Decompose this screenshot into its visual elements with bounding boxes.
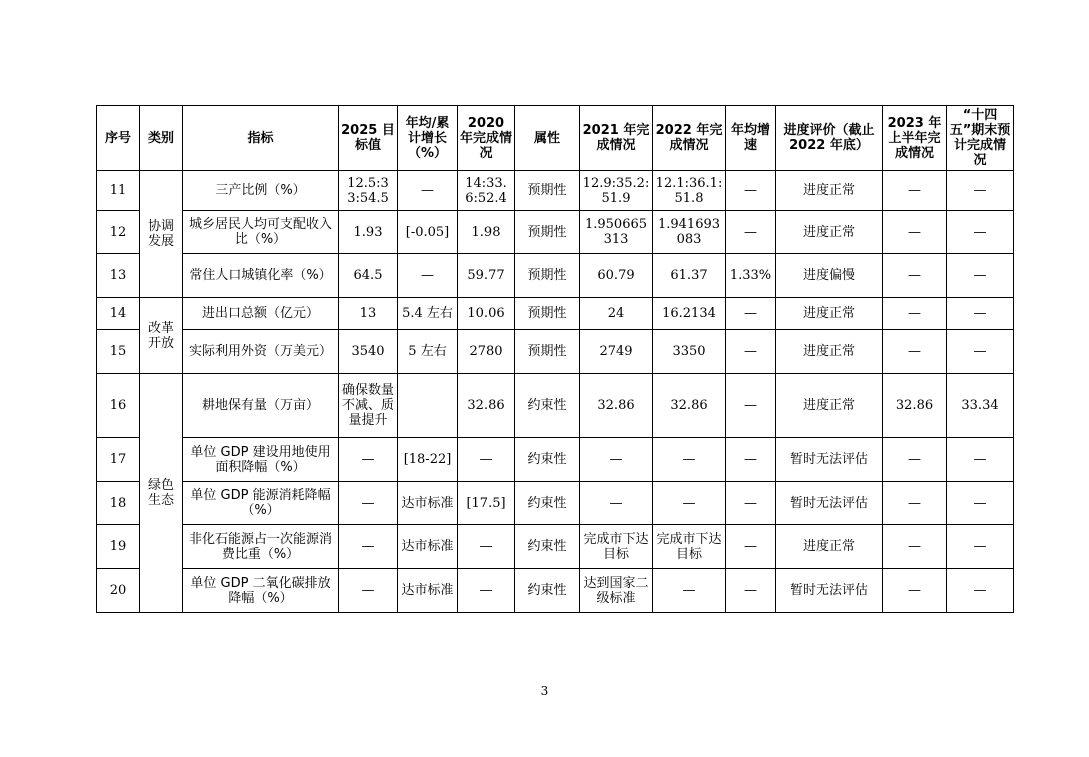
cell-target: — (339, 438, 398, 482)
cell-target: 3540 (339, 330, 398, 374)
cell-progress: 进度正常 (776, 211, 883, 254)
cell-indicator: 单位 GDP 建设用地使用面积降幅（%） (183, 438, 339, 482)
cell-progress: 进度正常 (776, 298, 883, 330)
table-row (97, 569, 1014, 613)
cell-plan14: — (947, 330, 1014, 374)
cell-2021: 32.86 (580, 374, 653, 438)
cell-target: 确保数量不减、质量提升 (339, 374, 398, 438)
cell-2020: 1.98 (458, 211, 515, 254)
header-target: 2025 目标值 (339, 106, 398, 171)
cell-2020: 59.77 (458, 254, 515, 298)
cell-attribute: 预期性 (515, 254, 580, 298)
cell-indicator: 进出口总额（亿元） (183, 298, 339, 330)
header-2023h1: 2023 年上半年完成情况 (883, 106, 947, 171)
cell-growth (398, 374, 458, 438)
cell-plan14: — (947, 211, 1014, 254)
cell-target: 13 (339, 298, 398, 330)
cell-progress: 进度正常 (776, 171, 883, 211)
cell-growth: 5 左右 (398, 330, 458, 374)
cell-2023h1: 32.86 (883, 374, 947, 438)
cell-annual-rate: — (726, 525, 776, 569)
cell-2023h1: — (883, 211, 947, 254)
header-2020: 2020 年完成情况 (458, 106, 515, 171)
cell-indicator: 单位 GDP 能源消耗降幅（%） (183, 482, 339, 525)
header-2022: 2022 年完成情况 (653, 106, 726, 171)
cell-2022: — (653, 569, 726, 613)
cell-annual-rate: — (726, 171, 776, 211)
cell-progress: 进度正常 (776, 525, 883, 569)
cell-2021: — (580, 482, 653, 525)
cell-seq: 13 (97, 254, 140, 298)
cell-2022: 12.1:36.1:51.8 (653, 171, 726, 211)
cell-target: — (339, 482, 398, 525)
cell-progress: 暂时无法评估 (776, 482, 883, 525)
cell-2023h1: — (883, 171, 947, 211)
cell-2022: 3350 (653, 330, 726, 374)
cell-2022: 32.86 (653, 374, 726, 438)
cell-growth: 5.4 左右 (398, 298, 458, 330)
cell-plan14: — (947, 298, 1014, 330)
cell-2020: 10.06 (458, 298, 515, 330)
cell-2021: 达到国家二级标准 (580, 569, 653, 613)
cell-target: — (339, 525, 398, 569)
table-row (97, 374, 1014, 438)
table-row (97, 298, 1014, 330)
cell-annual-rate: — (726, 298, 776, 330)
cell-seq: 15 (97, 330, 140, 374)
cell-indicator: 非化石能源占一次能源消费比重（%） (183, 525, 339, 569)
header-plan14: “十四五”期末预计完成情况 (947, 106, 1014, 171)
category-cell: 协调发展 (140, 171, 183, 298)
cell-2021: 2749 (580, 330, 653, 374)
cell-plan14: — (947, 254, 1014, 298)
cell-2022: 完成市下达目标 (653, 525, 726, 569)
header-category: 类别 (140, 106, 183, 171)
cell-2023h1: — (883, 438, 947, 482)
cell-seq: 12 (97, 211, 140, 254)
cell-seq: 14 (97, 298, 140, 330)
cell-2020: — (458, 525, 515, 569)
cell-indicator: 单位 GDP 二氧化碳排放降幅（%） (183, 569, 339, 613)
cell-attribute: 约束性 (515, 525, 580, 569)
cell-seq: 19 (97, 525, 140, 569)
cell-seq: 20 (97, 569, 140, 613)
cell-2021: — (580, 438, 653, 482)
cell-progress: 暂时无法评估 (776, 569, 883, 613)
cell-attribute: 约束性 (515, 438, 580, 482)
cell-progress: 暂时无法评估 (776, 438, 883, 482)
table-row (97, 482, 1014, 525)
cell-attribute: 约束性 (515, 374, 580, 438)
cell-indicator: 城乡居民人均可支配收入比（%） (183, 211, 339, 254)
table-row (97, 254, 1014, 298)
cell-growth: 达市标准 (398, 569, 458, 613)
cell-growth: — (398, 171, 458, 211)
category-cell: 绿色生态 (140, 374, 183, 613)
header-row (97, 106, 1014, 171)
header-annual-rate: 年均增速 (726, 106, 776, 171)
cell-annual-rate: — (726, 482, 776, 525)
header-indicator: 指标 (183, 106, 339, 171)
header-attribute: 属性 (515, 106, 580, 171)
cell-seq: 17 (97, 438, 140, 482)
cell-2020: 2780 (458, 330, 515, 374)
header-growth: 年均/累计增长（%） (398, 106, 458, 171)
cell-annual-rate: — (726, 438, 776, 482)
table-row (97, 330, 1014, 374)
cell-indicator: 实际利用外资（万美元） (183, 330, 339, 374)
cell-indicator: 三产比例（%） (183, 171, 339, 211)
cell-target: 1.93 (339, 211, 398, 254)
cell-indicator: 耕地保有量（万亩） (183, 374, 339, 438)
cell-annual-rate: — (726, 330, 776, 374)
cell-2022: — (653, 438, 726, 482)
cell-indicator: 常住人口城镇化率（%） (183, 254, 339, 298)
cell-annual-rate: 1.33% (726, 254, 776, 298)
cell-2021: 1.950665313 (580, 211, 653, 254)
cell-2021: 24 (580, 298, 653, 330)
cell-attribute: 预期性 (515, 171, 580, 211)
cell-2023h1: — (883, 569, 947, 613)
table-row (97, 211, 1014, 254)
cell-2020: — (458, 569, 515, 613)
cell-target: 64.5 (339, 254, 398, 298)
cell-attribute: 约束性 (515, 569, 580, 613)
cell-2021: 60.79 (580, 254, 653, 298)
cell-2023h1: — (883, 482, 947, 525)
cell-2020: — (458, 438, 515, 482)
header-seq: 序号 (97, 106, 140, 171)
cell-seq: 16 (97, 374, 140, 438)
cell-seq: 11 (97, 171, 140, 211)
cell-progress: 进度偏慢 (776, 254, 883, 298)
cell-2023h1: — (883, 298, 947, 330)
cell-plan14: 33.34 (947, 374, 1014, 438)
cell-plan14: — (947, 438, 1014, 482)
cell-2022: 1.941693083 (653, 211, 726, 254)
header-progress: 进度评价（截止 2022 年底） (776, 106, 883, 171)
cell-2023h1: — (883, 254, 947, 298)
cell-growth: 达市标准 (398, 525, 458, 569)
cell-attribute: 预期性 (515, 298, 580, 330)
table-row (97, 525, 1014, 569)
cell-growth: 达市标准 (398, 482, 458, 525)
cell-2021: 12.9:35.2:51.9 (580, 171, 653, 211)
table-row (97, 438, 1014, 482)
cell-plan14: — (947, 482, 1014, 525)
cell-2023h1: — (883, 330, 947, 374)
cell-attribute: 预期性 (515, 211, 580, 254)
cell-attribute: 约束性 (515, 482, 580, 525)
cell-plan14: — (947, 171, 1014, 211)
cell-seq: 18 (97, 482, 140, 525)
cell-annual-rate: — (726, 569, 776, 613)
cell-annual-rate: — (726, 374, 776, 438)
cell-progress: 进度正常 (776, 374, 883, 438)
cell-plan14: — (947, 569, 1014, 613)
cell-2022: 16.2134 (653, 298, 726, 330)
cell-growth: — (398, 254, 458, 298)
table-row (97, 171, 1014, 211)
cell-2022: — (653, 482, 726, 525)
cell-growth: [18-22] (398, 438, 458, 482)
cell-target: — (339, 569, 398, 613)
cell-attribute: 预期性 (515, 330, 580, 374)
cell-2022: 61.37 (653, 254, 726, 298)
header-2021: 2021 年完成情况 (580, 106, 653, 171)
cell-2021: 完成市下达目标 (580, 525, 653, 569)
category-cell: 改革开放 (140, 298, 183, 374)
cell-plan14: — (947, 525, 1014, 569)
page-number: 3 (540, 684, 549, 698)
indicator-table (96, 105, 1014, 613)
cell-target: 12.5:33:54.5 (339, 171, 398, 211)
cell-2020: 32.86 (458, 374, 515, 438)
cell-2020: [17.5] (458, 482, 515, 525)
cell-growth: [-0.05] (398, 211, 458, 254)
cell-progress: 进度正常 (776, 330, 883, 374)
cell-annual-rate: — (726, 211, 776, 254)
cell-2023h1: — (883, 525, 947, 569)
cell-2020: 14:33.6:52.4 (458, 171, 515, 211)
